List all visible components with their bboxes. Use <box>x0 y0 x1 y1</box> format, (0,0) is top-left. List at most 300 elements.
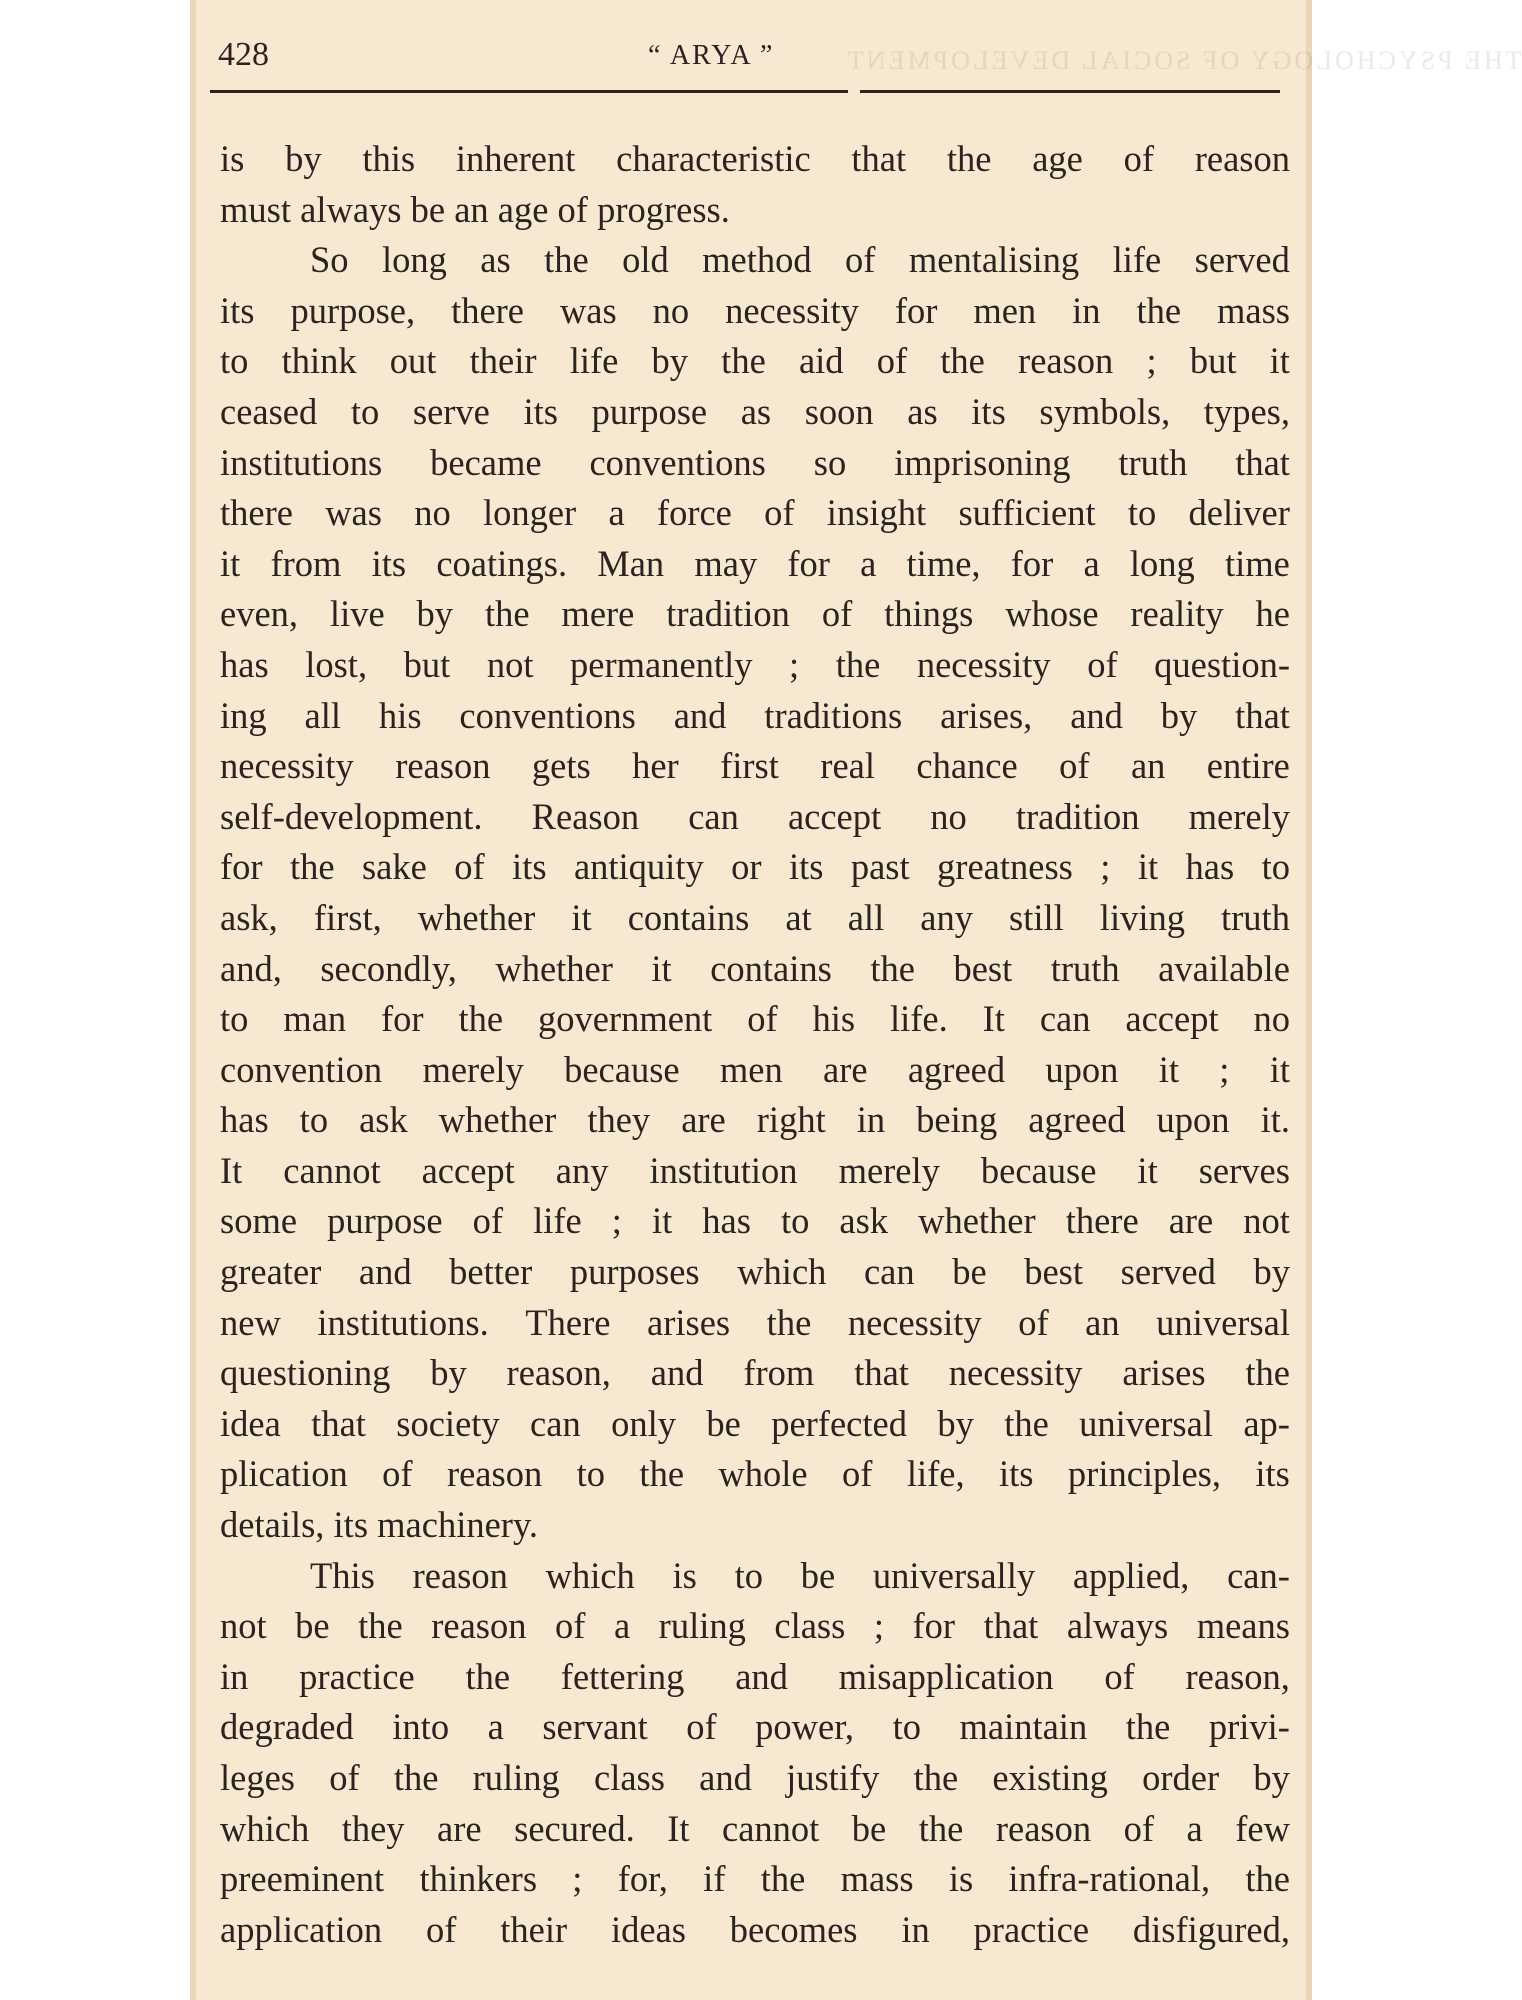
word: real <box>820 745 875 787</box>
word: of <box>555 1605 586 1647</box>
word: permanently <box>570 643 753 685</box>
word: reason <box>1018 340 1114 382</box>
word: gets <box>531 745 591 787</box>
word: the <box>918 1807 964 1849</box>
word: accept <box>421 1149 515 1191</box>
word: they <box>587 1099 651 1141</box>
word: the <box>946 138 992 179</box>
text-line <box>220 488 1290 539</box>
word: life <box>569 340 619 382</box>
word: of <box>1059 745 1090 787</box>
header-rule-right <box>860 90 1280 93</box>
word: time, <box>906 542 981 584</box>
word: is <box>948 1858 974 1900</box>
word: maintain <box>959 1706 1088 1748</box>
word: perfected <box>771 1402 907 1444</box>
word: his <box>378 694 422 736</box>
word: be <box>851 1807 887 1849</box>
word: applied, <box>1072 1554 1190 1596</box>
word: not <box>1243 1200 1290 1242</box>
word: the <box>289 846 335 888</box>
word: of <box>1104 1655 1135 1697</box>
word: reason <box>446 1453 543 1495</box>
word: out <box>389 340 437 382</box>
text-line <box>220 1652 1290 1703</box>
word: to <box>780 1200 810 1242</box>
word: may <box>694 542 758 584</box>
word: living <box>1099 896 1185 938</box>
word: was <box>325 492 382 534</box>
word: life, <box>906 1453 965 1495</box>
word: it <box>571 896 592 938</box>
word: Man <box>597 542 665 584</box>
word: so <box>813 441 847 483</box>
word: that <box>311 1402 366 1444</box>
word: its <box>333 1504 378 1546</box>
word: ideas <box>610 1908 686 1950</box>
word: the <box>458 998 504 1040</box>
word: be <box>952 1251 987 1293</box>
text-line <box>220 1146 1290 1197</box>
word: still <box>1008 896 1064 938</box>
word: So <box>310 239 349 281</box>
word: is <box>672 1554 697 1596</box>
word: of <box>1123 138 1154 179</box>
text-line <box>220 1804 1290 1855</box>
word: universal <box>1156 1301 1290 1343</box>
word: from <box>270 542 342 584</box>
text-line <box>220 1247 1290 1298</box>
word: which <box>737 1251 827 1293</box>
word: be <box>410 188 455 230</box>
word: at <box>785 896 812 938</box>
word: to <box>220 340 249 382</box>
word: ap- <box>1243 1402 1290 1444</box>
word: any <box>555 1149 609 1191</box>
word: reason <box>1194 138 1290 179</box>
word: serves <box>1198 1149 1290 1191</box>
word: purposes <box>569 1251 700 1293</box>
word: of <box>1087 643 1118 685</box>
word: disfigured, <box>1132 1908 1290 1950</box>
word: sake <box>361 846 427 888</box>
word: the <box>1004 1402 1049 1444</box>
word: by <box>416 593 454 635</box>
text-line <box>220 893 1290 944</box>
word: their <box>500 1908 568 1950</box>
word: characteristic <box>616 138 811 179</box>
word: convention <box>220 1048 383 1090</box>
word: whole <box>718 1453 808 1495</box>
word: contains <box>710 947 832 989</box>
word: institution <box>649 1149 798 1191</box>
word: to <box>220 998 249 1040</box>
word: soon <box>804 390 874 432</box>
word: this <box>362 138 416 179</box>
word: upon <box>1156 1099 1230 1141</box>
word: that <box>1235 694 1290 736</box>
word: always <box>1066 1605 1169 1647</box>
word: to <box>1261 846 1290 888</box>
word: not <box>486 643 534 685</box>
word: has <box>1185 846 1235 888</box>
word: was <box>559 289 617 331</box>
text-line <box>220 1196 1290 1247</box>
word: mere <box>561 593 635 635</box>
word: for <box>381 998 424 1040</box>
word: can <box>1039 998 1091 1040</box>
word: life. <box>890 998 948 1040</box>
word: reason, <box>1185 1655 1290 1697</box>
word: it <box>1158 1048 1179 1090</box>
word: an <box>454 188 498 230</box>
word: even, <box>220 593 299 635</box>
word: deliver <box>1188 492 1290 534</box>
word: but <box>403 643 451 685</box>
word: of <box>686 1706 717 1748</box>
word: must <box>220 188 301 230</box>
word: conventions <box>589 441 766 483</box>
word: the <box>760 1858 806 1900</box>
word: no <box>414 492 451 534</box>
word: are <box>1168 1200 1214 1242</box>
word: of <box>472 1200 504 1242</box>
word: that <box>1235 441 1290 483</box>
word: an <box>1130 745 1166 787</box>
word: entire <box>1206 745 1290 787</box>
word: the <box>393 1757 439 1798</box>
word: be <box>800 1554 836 1596</box>
word: of <box>845 239 876 281</box>
word: becomes <box>729 1908 858 1950</box>
text-line <box>220 1702 1290 1753</box>
word: new <box>220 1301 281 1343</box>
word: it <box>1137 1149 1158 1191</box>
word: universal <box>1079 1402 1213 1444</box>
word: it <box>651 947 672 989</box>
word: the <box>835 643 881 685</box>
word: men <box>973 289 1037 331</box>
word: best <box>953 947 1013 989</box>
word: necessity <box>725 289 859 331</box>
text-line <box>220 1500 1290 1551</box>
text-line <box>220 1399 1290 1450</box>
word: or <box>731 846 762 888</box>
word: aid <box>798 340 844 382</box>
word: of <box>426 1908 457 1950</box>
word: an <box>1085 1301 1120 1343</box>
word: only <box>611 1402 676 1444</box>
word: age <box>1032 138 1083 179</box>
word: ask <box>359 1099 408 1141</box>
word: old <box>622 239 669 281</box>
word: the <box>544 239 589 281</box>
text-line <box>220 235 1290 286</box>
word: all <box>847 896 885 938</box>
word: some <box>220 1200 298 1242</box>
word: but <box>1189 340 1237 382</box>
word: reason <box>395 745 491 787</box>
word: whether <box>495 947 613 989</box>
word: first, <box>313 896 382 938</box>
word: degraded <box>220 1706 354 1748</box>
text-line <box>220 1348 1290 1399</box>
word: class <box>594 1757 665 1798</box>
word: fettering <box>560 1655 685 1697</box>
word: time <box>1224 542 1290 584</box>
word: of <box>842 1453 873 1495</box>
word: thinkers <box>419 1858 538 1900</box>
word: no <box>652 289 690 331</box>
text-line <box>220 842 1290 893</box>
word: machinery. <box>377 1504 538 1546</box>
word: insight <box>826 492 927 534</box>
word: there <box>451 289 525 331</box>
word: necessity <box>948 1352 1083 1394</box>
word: institutions <box>220 441 383 483</box>
word: by <box>1253 1757 1290 1798</box>
word: principles, <box>1067 1453 1221 1495</box>
word: not <box>220 1605 267 1647</box>
word: society <box>396 1402 500 1444</box>
word: by <box>285 138 322 179</box>
word: because <box>980 1149 1097 1191</box>
word: it <box>651 1200 673 1242</box>
word: It <box>982 998 1005 1040</box>
word: from <box>743 1352 815 1394</box>
word: existing <box>992 1757 1108 1798</box>
word: be <box>295 1605 330 1647</box>
word: purpose <box>327 1200 443 1242</box>
page-header <box>218 32 1288 82</box>
word: by <box>1253 1251 1290 1293</box>
word: accept <box>1125 998 1219 1040</box>
text-line <box>220 1854 1290 1905</box>
word: the <box>639 1453 685 1495</box>
word: ceased <box>220 390 318 432</box>
word: for <box>894 289 938 331</box>
word: ask <box>839 1200 889 1242</box>
word: available <box>1158 947 1290 989</box>
word: There <box>525 1301 611 1343</box>
word: of <box>557 188 598 230</box>
word: of <box>876 340 908 382</box>
word: agreed <box>907 1048 1006 1090</box>
word: past <box>850 846 910 888</box>
word: merely <box>1188 795 1290 837</box>
header-rule-left <box>210 90 848 93</box>
word: upon <box>1045 1048 1119 1090</box>
word: of <box>454 846 485 888</box>
word: ; <box>1219 1048 1230 1090</box>
word: greatness <box>937 846 1073 888</box>
word: ; <box>611 1200 622 1242</box>
word: plication <box>220 1453 348 1495</box>
word: that <box>854 1352 909 1394</box>
word: the <box>484 593 530 635</box>
word: to <box>892 1706 921 1748</box>
word: it. <box>1260 1099 1290 1141</box>
word: and <box>699 1757 752 1798</box>
word: merely <box>838 1149 940 1191</box>
word: tradition <box>1015 795 1140 837</box>
word: of <box>821 593 853 635</box>
text-line <box>220 1753 1290 1804</box>
word: into <box>392 1706 450 1748</box>
word: servant <box>542 1706 648 1748</box>
word: he <box>1255 593 1290 635</box>
word: question- <box>1154 643 1290 685</box>
word: reason <box>995 1807 1092 1849</box>
word: for <box>912 1605 956 1647</box>
word: they <box>341 1807 405 1849</box>
word: the <box>940 340 985 382</box>
word: ruling <box>658 1605 746 1647</box>
word: be <box>706 1402 741 1444</box>
word: has <box>220 643 269 685</box>
word: institutions. <box>317 1301 489 1343</box>
word: that <box>851 138 907 179</box>
word: greater <box>220 1251 322 1293</box>
word: symbols, <box>1039 390 1171 432</box>
text-line <box>220 1449 1290 1500</box>
word: as <box>480 239 511 281</box>
word: no <box>930 795 967 837</box>
word: of <box>329 1757 360 1798</box>
word: reason <box>412 1554 508 1596</box>
word: power, <box>755 1706 855 1748</box>
word: the <box>1245 1858 1290 1900</box>
word: are <box>437 1807 482 1849</box>
word: It <box>667 1807 690 1849</box>
word: purpose, <box>290 289 416 331</box>
word: serve <box>412 390 490 432</box>
word: truth <box>1050 947 1120 989</box>
word: ; <box>572 1858 583 1900</box>
word: life <box>533 1200 582 1242</box>
word: that <box>983 1605 1039 1647</box>
word: can- <box>1227 1554 1290 1596</box>
running-title: “ ARYA ” <box>648 40 775 71</box>
word: if <box>703 1858 726 1900</box>
word: force <box>656 492 732 534</box>
text-line <box>220 741 1290 792</box>
word: secondly, <box>320 947 457 989</box>
word: whether <box>417 896 536 938</box>
word: and, <box>220 947 282 989</box>
word: can <box>688 795 739 837</box>
word: to <box>350 390 380 432</box>
word: truth <box>1221 896 1290 938</box>
word: whose <box>1005 593 1099 635</box>
word: things <box>884 593 974 635</box>
word: right <box>756 1099 826 1141</box>
word: necessity <box>847 1301 982 1343</box>
word: the <box>465 1655 511 1697</box>
word: tradition <box>666 593 790 635</box>
word: questioning <box>220 1352 391 1394</box>
word: the <box>913 1757 959 1798</box>
word: it <box>1269 1048 1290 1090</box>
text-line <box>220 438 1290 489</box>
word: and <box>1070 694 1123 736</box>
word: necessity <box>916 643 1051 685</box>
word: traditions <box>764 694 903 736</box>
word: and <box>358 1251 412 1293</box>
word: whether <box>438 1099 557 1141</box>
page-edge-right <box>1306 0 1312 2000</box>
word: order <box>1142 1757 1220 1798</box>
word: to <box>1127 492 1157 534</box>
word: for <box>220 846 263 888</box>
word: agreed <box>1028 1099 1126 1141</box>
word: its <box>523 390 558 432</box>
word: for <box>787 542 830 584</box>
word: are <box>823 1048 868 1090</box>
word: by <box>937 1402 974 1444</box>
word: can <box>863 1251 915 1293</box>
word: ing <box>220 694 267 736</box>
word: by <box>651 340 688 382</box>
text-line <box>220 336 1290 387</box>
word: antiquity <box>573 846 704 888</box>
text-line <box>220 994 1290 1045</box>
word: misapplication <box>838 1655 1054 1697</box>
word: any <box>920 896 973 938</box>
text-line <box>220 1601 1290 1652</box>
word: age <box>497 188 558 230</box>
word: their <box>469 340 537 382</box>
text-line <box>220 1551 1290 1602</box>
text-line <box>220 539 1290 590</box>
word: became <box>430 441 542 483</box>
word: of <box>1018 1301 1049 1343</box>
word: the <box>721 340 766 382</box>
word: mentalising <box>908 239 1080 281</box>
book-page <box>190 0 1522 2000</box>
word: better <box>449 1251 533 1293</box>
word: This <box>310 1554 375 1596</box>
word: life <box>1112 239 1162 281</box>
word: contains <box>627 896 750 938</box>
word: there <box>1065 1200 1139 1242</box>
word: ruling <box>472 1757 560 1798</box>
word: her <box>632 745 679 787</box>
text-line <box>220 1095 1290 1146</box>
word: mass <box>840 1858 914 1900</box>
word: its <box>999 1453 1034 1495</box>
word: a <box>608 492 625 534</box>
word: is <box>220 138 245 179</box>
word: a <box>613 1605 631 1647</box>
word: class <box>774 1605 846 1647</box>
word: as <box>740 390 772 432</box>
word: privi- <box>1208 1706 1290 1748</box>
word: details, <box>220 1504 334 1546</box>
word: It <box>220 1149 243 1191</box>
word: by <box>430 1352 467 1394</box>
word: a <box>1186 1807 1203 1849</box>
word: long <box>381 239 447 281</box>
text-line <box>220 185 1290 236</box>
word: of <box>382 1453 413 1495</box>
word: leges <box>220 1757 295 1798</box>
word: being <box>916 1099 998 1141</box>
word: no <box>1253 998 1290 1040</box>
word: imprisoning <box>894 441 1071 483</box>
word: preeminent <box>220 1858 385 1900</box>
word: arises <box>647 1301 731 1343</box>
